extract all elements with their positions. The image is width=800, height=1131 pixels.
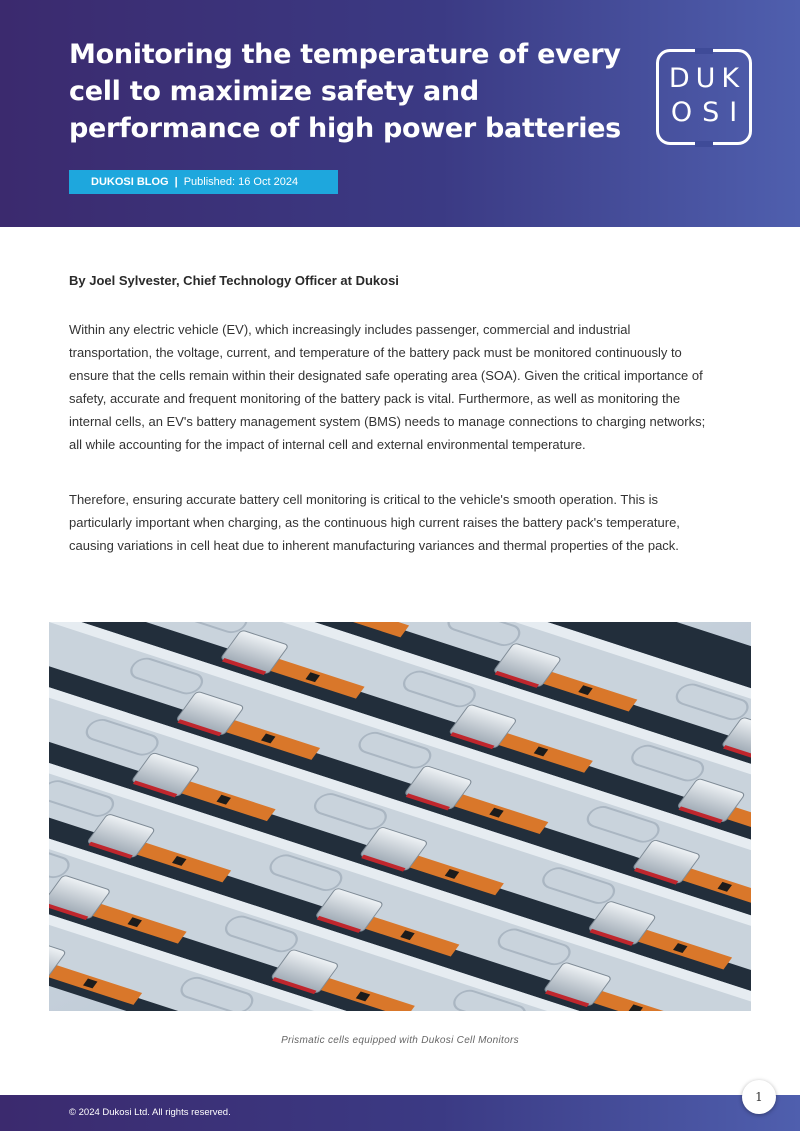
author-byline: By Joel Sylvester, Chief Technology Officer at Dukosi [69, 273, 399, 288]
logo-frame-gap-bottom [695, 141, 713, 147]
tag-separator: | [174, 176, 178, 188]
blog-label: DUKOSI BLOG [91, 176, 169, 188]
header-banner [0, 0, 800, 227]
page-title: Monitoring the temperature of every cell to maximize safety and performance of high power batteries [69, 39, 621, 144]
body-paragraph-2: Therefore, ensuring accurate battery cell monitoring is critical to the vehicle's smooth operation. This is particularly important when charging, as the continuous high current raises the battery pack's temperature, causing variations in cell heat due to inherent manufacturing variances and thermal properties of the pack. [69, 492, 680, 553]
blog-tag-bar [69, 170, 338, 194]
battery-cells-photo [49, 622, 751, 1011]
body-paragraph-1: Within any electric vehicle (EV), which increasingly includes passenger, commercial and industrial transportation, the voltage, current, and temperature of the battery pack must be monitored continuously to ensure that the cells remain within their designated safe operating area (SOA). Given the critical importance of safety, accurate and frequent monitoring of the battery pack is vital. Furthermore, as well as monitoring the internal cells, an EV's battery management system (BMS) needs to manage connections to charging networks; all while accounting for the impact of internal cell and external environmental temperature. [69, 322, 706, 452]
footer-bar [0, 1095, 800, 1131]
logo-text-line1: DUK [668, 63, 746, 94]
page-number-badge: 1 [742, 1080, 776, 1114]
dukosi-logo [656, 49, 752, 145]
logo-frame-gap-top [695, 48, 713, 54]
logo-text-line2: OSI [670, 97, 748, 128]
published-date: Published: 16 Oct 2024 [183, 176, 299, 188]
copyright-text: © 2024 Dukosi Ltd. All rights reserved. [69, 1107, 231, 1118]
photo-caption: Prismatic cells equipped with Dukosi Cell Monitors [281, 1035, 519, 1046]
